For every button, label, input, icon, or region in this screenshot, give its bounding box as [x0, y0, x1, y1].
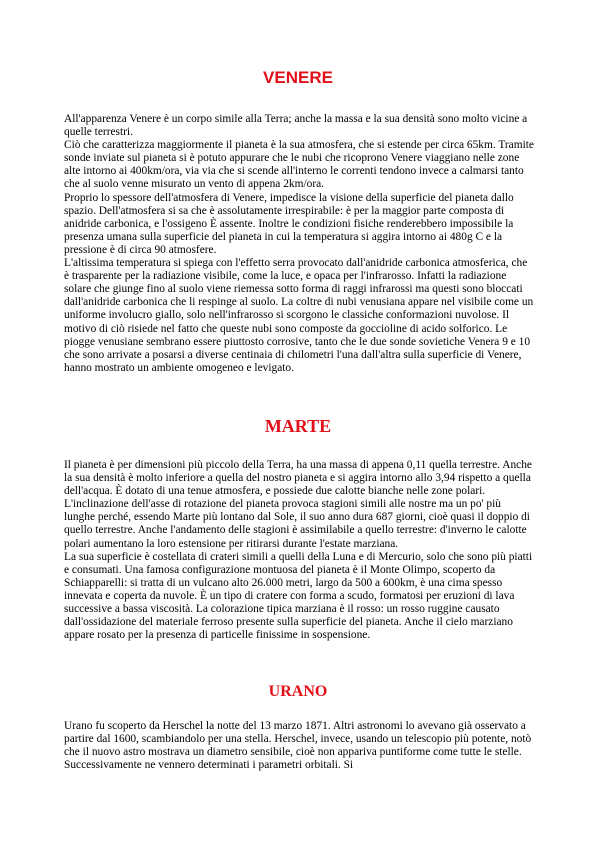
- section-body-urano: [64, 720, 534, 772]
- paragraph: All'apparenza Venere è un corpo simile alla Terra; anche la massa e la sua densità sono molto vicine a quelle terrestri.: [64, 113, 528, 139]
- paragraph: Ciò che caratterizza maggiormente il pianeta è la sua atmosfera, che si estende per circa 65km. Tramite sonde inviate sul pianeta si è potuto appurare che le nubi che ricoprono Venere viaggiano nelle zone alte intorno ai 400km/ora, via via che si scende all'interno le correnti tendono invece a calmarsi tanto che al suolo venne misurato un vento di appena 2km/ora.: [64, 139, 534, 191]
- section-title-venere: VENERE: [263, 68, 333, 87]
- paragraph: L'altissima temperatura si spiega con l'effetto serra provocato dall'anidride carbonica atmosferica, che è trasparente per la radiazione visibile, come la luce, e opaca per l'infrarosso. Infatti la radiazione solare che giunge fino al suolo viene riemessa sotto forma di raggi infrarossi ma questi sono bloccati dall'anidride carbonica che li respinge al suolo. La coltre di nubi venusiana appare nel visibile come un uniforme involucro giallo, solo nell'infrarosso si scorgono le classiche conformazioni nuvolose. Il motivo di ciò risiede nel fatto che queste nubi sono composte da goccioline di acido solforico. Le piogge venusiane sembrano essere piuttosto corrosive, tanto che le due sonde sovietiche Venera 9 e 10 che sono arrivate a posarsi a diverse centinaia di chilometri l'una dall'altra sulla superficie di Venere, hanno mostrato un ambiente omogeneo e levigato.: [64, 257, 534, 374]
- paragraph: La sua superficie è costellata di crateri simili a quelli della Luna e di Mercurio, solo che sono più piatti e consumati. Una famosa configurazione montuosa del pianeta è il Monte Olimpo, scoperto da Schiapparelli: si tratta di un vulcano alto 26.000 metri, largo da 500 a 600km, è una cima spesso innevata e coperta da nuvole. È un tipo di cratere con forma a scudo, formatosi per eruzioni di lava successive a bassa viscosità. La colorazione tipica marziana è il rosso: un rosso ruggine causato dall'ossidazione del materiale ferroso presente sulla superficie del pianeta. Anche il cielo marziano appare rosato per la presenza di particelle finissime in sospensione.: [64, 550, 533, 642]
- paragraph: Urano fu scoperto da Herschel la notte del 13 marzo 1871. Altri astronomi lo avevano già osservato a partire dal 1600, scambiandolo per una stella. Herschel, invece, usando un telescopio più potente, notò che il nuovo astro mostrava un diametro sensibile, cioè non appariva puntiforme come tutte le stelle. Successivamente ne vennero determinati i parametri orbitali. Si: [64, 720, 532, 772]
- section-body-venere: [64, 113, 534, 375]
- section-title-marte: MARTE: [264, 416, 332, 436]
- paragraph: Proprio lo spessore dell'atmosfera di Venere, impedisce la visione della superficie del pianeta dallo spazio. Dell'atmosfera si sa che è assolutamente irrespirabile: è per la maggior parte composta di anidride carbonica, e l'ossigeno È assente. Inoltre le condizioni fisiche renderebbero impossibile la presenza umana sulla superficie del pianeta in cui la temperatura si aggira intorno ai 480g C e la pressione è di circa 90 atmosfere.: [64, 191, 514, 256]
- section-body-marte: [64, 459, 534, 642]
- section-title-urano: URANO: [268, 683, 328, 700]
- paragraph: Il pianeta è per dimensioni più piccolo della Terra, ha una massa di appena 0,11 quella terrestre. Anche la sua densità è molto inferiore a quella del nostro pianeta e si aggira intorno allo 3,94 rispetto a quella dell'acqua. È dotato di una tenue atmosfera, e possiede due calotte bianche nelle zone polari. L'inclinazione dell'asse di rotazione del pianeta provoca stagioni simili alle nostre ma un po' più lunghe perché, essendo Marte più lontano dal Sole, il suo anno dura 687 giorni, cioè quasi il doppio di quello terrestre. Anche l'andamento delle stagioni è assimilabile a quello terrestre: d'inverno le calotte polari aumentano la loro estensione per ritirarsi durante l'estate marziana.: [64, 459, 532, 550]
